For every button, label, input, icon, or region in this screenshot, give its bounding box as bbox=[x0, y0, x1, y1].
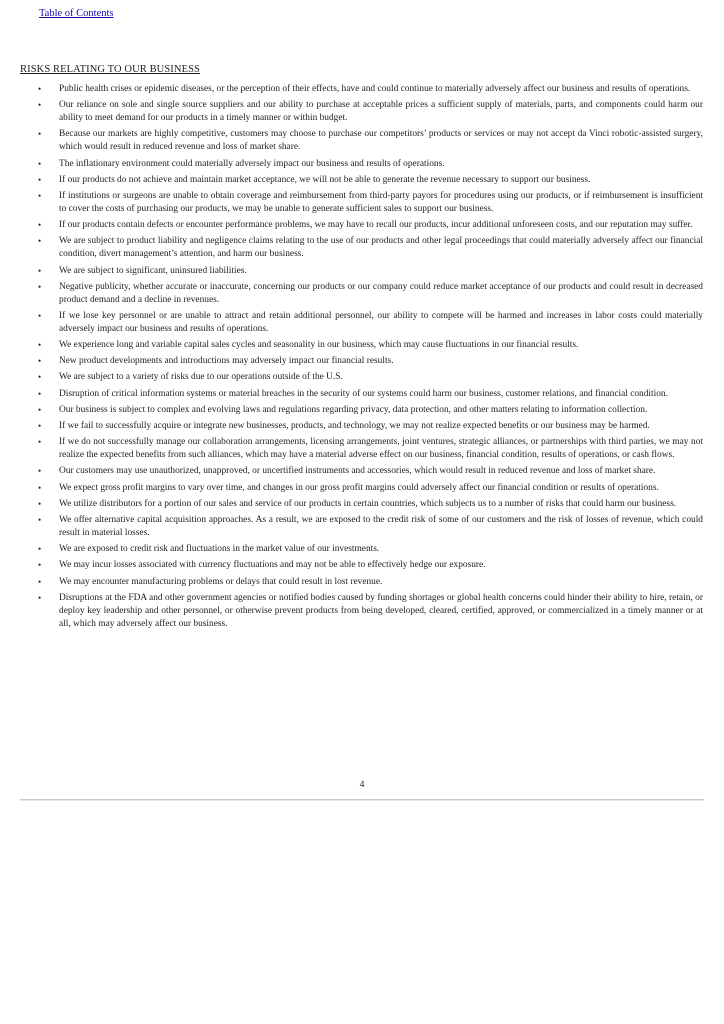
list-item bbox=[20, 465, 703, 478]
bullet-icon: • bbox=[38, 466, 42, 477]
table-of-contents-link[interactable]: Table of Contents bbox=[39, 8, 114, 19]
list-item bbox=[20, 158, 703, 171]
list-item-text: We may incur losses associated with currency fluctuations and may not be able to effectively hedge our exposure. bbox=[59, 560, 486, 571]
list-item-text: If institutions or surgeons are unable to obtain coverage and reimbursement from third-party payors for procedures using our products, or if reimbursement is insufficient to cover the costs of purchasing our products, we may be unable to generate sufficient sales to support our business. bbox=[59, 190, 703, 214]
bullet-icon: • bbox=[38, 310, 42, 321]
list-item-text: We expect gross profit margins to vary over time, and changes in our gross profit margins could adversely affect our financial condition or results of operations. bbox=[59, 482, 659, 493]
list-item-text: Our customers may use unauthorized, unapproved, or uncertified instruments and accessories, which would result in reduced revenue and loss of market share. bbox=[59, 466, 656, 477]
list-item-text: Our business is subject to complex and evolving laws and regulations regarding privacy, data protection, and other matters relating to information collection. bbox=[59, 404, 648, 415]
list-item-text: Negative publicity, whether accurate or inaccurate, concerning our products or our company could reduce market acceptance of our products and could result in decreased product demand and a decline in revenues. bbox=[59, 281, 703, 305]
list-item-text: We are exposed to credit risk and fluctuations in the market value of our investments. bbox=[59, 544, 380, 555]
list-item-text: We offer alternative capital acquisition approaches. As a result, we are exposed to the credit risk of some of our customers and the risk of losses of revenue, which could result in material losses. bbox=[59, 514, 703, 538]
bullet-icon: • bbox=[38, 437, 42, 448]
list-item-text: We may encounter manufacturing problems or delays that could result in lost revenue. bbox=[59, 576, 383, 587]
list-item bbox=[20, 128, 703, 154]
page-number: 4 bbox=[359, 780, 365, 790]
bullet-icon: • bbox=[38, 544, 42, 555]
list-item bbox=[20, 436, 703, 462]
list-item-text: Our reliance on sole and single source suppliers and our ability to purchase at acceptable prices a sufficient supply of materials, parts, and components could harm our ability to meet demand for our products in a timely manner or within budget. bbox=[59, 100, 703, 124]
list-item bbox=[20, 355, 703, 368]
list-item-text: If we lose key personnel or are unable to attract and retain additional personnel, our ability to compete will be harmed and increases in labor costs could materially adversely impact our business and results of operations. bbox=[59, 310, 703, 334]
bullet-icon: • bbox=[38, 100, 42, 111]
list-item-text: Disruption of critical information systems or material breaches in the security of our systems could harm our business, customer relations, and financial condition. bbox=[59, 388, 668, 399]
section-heading: RISKS RELATING TO OUR BUSINESS bbox=[20, 64, 200, 75]
list-item-text: If our products contain defects or encounter performance problems, we may have to recall our products, incur additional unforeseen costs, and our reputation may suffer. bbox=[59, 220, 693, 231]
list-item bbox=[20, 174, 703, 187]
bullet-icon: • bbox=[38, 340, 42, 351]
list-item bbox=[20, 404, 703, 417]
list-item bbox=[20, 371, 703, 384]
list-item bbox=[20, 83, 703, 96]
list-item bbox=[20, 482, 703, 495]
list-item bbox=[20, 576, 703, 589]
list-item-text: New product developments and introductions may adversely impact our financial results. bbox=[59, 356, 394, 367]
bullet-icon: • bbox=[38, 592, 42, 603]
list-item-text: Public health crises or epidemic diseases, or the perception of their effects, have and could continue to materially adversely affect our business and results of operations. bbox=[59, 84, 691, 94]
page-divider bbox=[20, 799, 704, 801]
list-item-text: We are subject to a variety of risks due to our operations outside of the U.S. bbox=[59, 372, 343, 383]
list-item-text: Because our markets are highly competitive, customers may choose to purchase our competitors’ products or services or may not accept da Vinci robotic-assisted surgery, which would result in reduced revenue and loss of market share. bbox=[59, 129, 703, 153]
bullet-icon: • bbox=[38, 158, 42, 169]
list-item-text: If we fail to successfully acquire or integrate new businesses, products, and technology, we may not realize expected benefits or our business may be harmed. bbox=[59, 421, 650, 431]
bullet-icon: • bbox=[38, 129, 42, 140]
list-item bbox=[20, 219, 703, 232]
list-item-text: The inflationary environment could materially adversely impact our business and results of operations. bbox=[59, 158, 445, 169]
bullet-icon: • bbox=[38, 265, 42, 276]
bullet-icon: • bbox=[38, 404, 42, 415]
list-item bbox=[20, 265, 703, 278]
list-item bbox=[20, 339, 703, 352]
bullet-icon: • bbox=[38, 281, 42, 292]
list-item bbox=[20, 543, 703, 556]
bullet-icon: • bbox=[38, 372, 42, 383]
list-item bbox=[20, 99, 703, 125]
list-item bbox=[20, 498, 703, 511]
list-item bbox=[20, 592, 703, 631]
bullet-icon: • bbox=[38, 482, 42, 493]
list-item bbox=[20, 514, 703, 540]
list-item-text: If our products do not achieve and maintain market acceptance, we will not be able to generate the revenue necessary to support our business. bbox=[59, 174, 591, 185]
bullet-icon: • bbox=[38, 514, 42, 525]
bullet-icon: • bbox=[38, 84, 42, 94]
list-item bbox=[20, 235, 703, 261]
bullet-icon: • bbox=[38, 388, 42, 399]
bullet-icon: • bbox=[38, 498, 42, 509]
list-item bbox=[20, 420, 703, 433]
list-item-text: If we do not successfully manage our collaboration arrangements, licensing arrangements, joint ventures, strategic alliances, or partnerships with third parties, we may not realize the expected benefits from such alliances, which may have a material adverse effect on our business, financial condition, results of operations, or cash flows. bbox=[59, 437, 703, 461]
list-item bbox=[20, 281, 703, 307]
bullet-icon: • bbox=[38, 421, 42, 431]
list-item bbox=[20, 388, 703, 401]
list-item-text: Disruptions at the FDA and other government agencies or notified bodies caused by funding shortages or global health concerns could hinder their ability to hire, retain, or deploy key leadership and other personnel, or otherwise prevent products from being developed, cleared, certified, approved, or commercialized in a timely manner or at all, which may adversely affect our business. bbox=[59, 592, 703, 629]
list-item bbox=[20, 190, 703, 216]
bullet-icon: • bbox=[38, 576, 42, 587]
bullet-icon: • bbox=[38, 356, 42, 367]
list-item bbox=[20, 559, 703, 572]
list-item-text: We experience long and variable capital sales cycles and seasonality in our business, which may cause fluctuations in our financial results. bbox=[59, 340, 579, 351]
risk-factor-list bbox=[20, 83, 703, 634]
bullet-icon: • bbox=[38, 220, 42, 231]
bullet-icon: • bbox=[38, 236, 42, 247]
list-item-text: We utilize distributors for a portion of our sales and service of our products in certain countries, which subjects us to a number of risks that could harm our business. bbox=[59, 498, 677, 509]
bullet-icon: • bbox=[38, 560, 42, 571]
list-item bbox=[20, 310, 703, 336]
list-item-text: We are subject to significant, uninsured liabilities. bbox=[59, 265, 247, 276]
list-item-text: We are subject to product liability and negligence claims relating to the use of our products and other legal proceedings that could materially adversely affect our financial condition, divert management’s attention, and harm our business. bbox=[59, 236, 703, 260]
bullet-icon: • bbox=[38, 174, 42, 185]
bullet-icon: • bbox=[38, 190, 42, 201]
